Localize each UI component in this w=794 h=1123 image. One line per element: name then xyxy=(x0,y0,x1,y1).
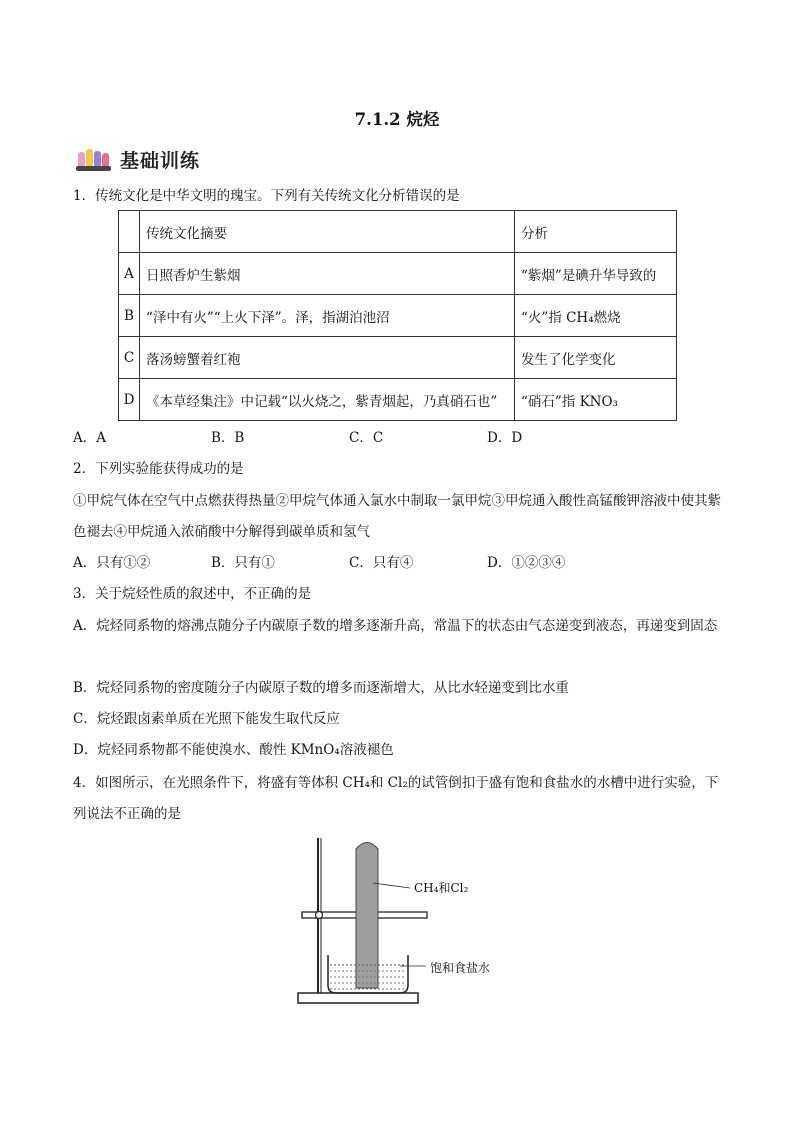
table-cell: 传统文化摘要 xyxy=(140,211,515,253)
crayons-icon xyxy=(74,144,114,174)
option-c[interactable]: C．C xyxy=(349,430,384,446)
option-d[interactable]: D．烷烃同系物都不能使溴水、酸性 KMnO₄溶液褪色 xyxy=(73,742,394,758)
table-row xyxy=(119,211,677,253)
table-cell: C xyxy=(119,337,140,379)
apparatus-drawing xyxy=(290,833,520,1013)
table-cell: “紫烟”是碘升华导致的 xyxy=(515,253,677,295)
table-cell: “硝石”指 KNO₃ xyxy=(515,379,677,421)
table-row xyxy=(119,253,677,295)
q3-stem: 3．关于烷烃性质的叙述中，不正确的是 xyxy=(73,586,312,602)
option-c[interactable]: C．只有④ xyxy=(349,555,414,571)
q1-stem: 1．传统文化是中华文明的瑰宝。下列有关传统文化分析错误的是 xyxy=(73,188,460,204)
table-cell: B xyxy=(119,295,140,337)
table-cell: 日照香炉生紫烟 xyxy=(140,253,515,295)
option-a[interactable]: A．A xyxy=(73,430,106,446)
gas-label: CH₄和Cl₂ xyxy=(414,881,469,895)
table-row xyxy=(119,337,677,379)
q1-table xyxy=(118,210,677,421)
table-cell: “火”指 CH₄燃烧 xyxy=(515,295,677,337)
table-cell: A xyxy=(119,253,140,295)
option-a[interactable]: A．烷烃同系物的熔沸点随分子内碳原子数的增多逐渐升高，常温下的状态由气态递变到液态，再递变到固态 xyxy=(73,618,718,634)
table-cell: 分析 xyxy=(515,211,677,253)
table-cell: 《本草经集注》中记载“以火烧之，紫青烟起，乃真硝石也” xyxy=(140,379,515,421)
apparatus-figure xyxy=(290,833,520,1013)
option-d[interactable]: D．①②③④ xyxy=(487,555,566,571)
option-c[interactable]: C．烷烃跟卤素单质在光照下能发生取代反应 xyxy=(73,711,340,727)
q1-options xyxy=(73,428,522,448)
table-cell: 落汤螃蟹着红袍 xyxy=(140,337,515,379)
table-row xyxy=(119,379,677,421)
q4-stem: 4．如图所示，在光照条件下，将盛有等体积 CH₄和 Cl₂的试管倒扣于盛有饱和食盐水的水槽中进行实验，下列说法不正确的是 xyxy=(73,775,719,822)
q2-options xyxy=(73,553,565,573)
q2-stem: 2．下列实验能获得成功的是 xyxy=(73,461,244,477)
option-a[interactable]: A．只有①② xyxy=(73,555,151,571)
table-cell: D xyxy=(119,379,140,421)
table-cell: 发生了化学变化 xyxy=(515,337,677,379)
option-b[interactable]: B．B xyxy=(211,430,245,446)
section-banner xyxy=(74,144,200,174)
option-b[interactable]: B．只有① xyxy=(211,555,275,571)
water-label: 饱和食盐水 xyxy=(430,961,491,975)
table-cell xyxy=(119,211,140,253)
option-b[interactable]: B．烷烃同系物的密度随分子内碳原子数的增多而逐渐增大，从比水轻递变到比水重 xyxy=(73,680,569,696)
page-title: 7.1.2 烷烃 xyxy=(354,110,440,129)
section-label: 基础训练 xyxy=(120,149,201,172)
table-row xyxy=(119,295,677,337)
q2-body: ①甲烷气体在空气中点燃获得热量②甲烷气体通入氯水中制取一氯甲烷③甲烷通入酸性高锰酸钾溶液中使其紫色褪去④甲烷通入浓硝酸中分解得到碳单质和氢气 xyxy=(73,493,721,540)
table-cell: “泽中有火”“上火下泽”。泽，指湖泊池沼 xyxy=(140,295,515,337)
option-d[interactable]: D．D xyxy=(487,430,523,446)
